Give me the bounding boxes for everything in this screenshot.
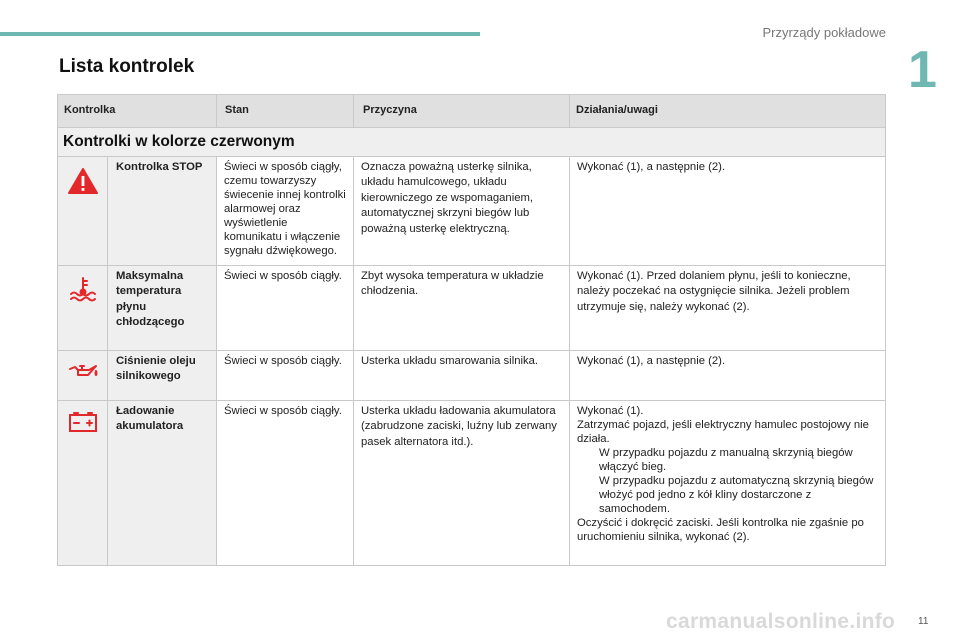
- light-cause: Usterka układu ładowania akumulatora (zabrudzone zaciski, luźny lub zerwany pasek alternatora itd.).: [354, 401, 570, 566]
- table-row: [58, 351, 886, 401]
- light-state: Świeci w sposób ciągły.: [217, 351, 354, 401]
- header-kontrolka: Kontrolka: [58, 95, 217, 128]
- light-action: Wykonać (1), a następnie (2).: [570, 351, 886, 401]
- bullet-mark: [577, 474, 599, 516]
- header-stan: Stan: [217, 95, 354, 128]
- light-action: Wykonać (1). Przed dolaniem płynu, jeśli to konieczne, należy poczekać na ostygnięcie silnika. Jeżeli problem utrzymuje się, należy wykonać (2).: [570, 266, 886, 351]
- light-state: Świeci w sposób ciągły.: [217, 266, 354, 351]
- table-row: [58, 157, 886, 266]
- light-state: Świeci w sposób ciągły.: [217, 401, 354, 566]
- header-accent-bar: [0, 32, 480, 36]
- bullet-text: W przypadku pojazdu z manualną skrzynią biegów włączyć bieg.: [599, 447, 853, 473]
- light-cause: Oznacza poważną usterkę silnika, układu hamulcowego, układu kierowniczego ze wspomaganiem, automatycznej skrzyni biegów lub poważną usterkę elektryczną.: [354, 157, 570, 266]
- light-state: Świeci w sposób ciągły, czemu towarzyszy świecenie innej kontrolki alarmowej oraz wyświetlenie komunikatu i włączenie sygnału dźwiękowego.: [217, 157, 354, 266]
- section-heading: Kontrolki w kolorze czerwonym: [58, 128, 886, 157]
- light-action: [570, 401, 886, 566]
- page-number: 11: [918, 616, 929, 627]
- section-heading-row: [58, 128, 886, 157]
- light-name: Ciśnienie oleju silnikowego: [108, 351, 217, 401]
- light-name: Kontrolka STOP: [108, 157, 217, 266]
- section-title: Przyrządy pokładowe: [762, 25, 886, 40]
- light-cause: Usterka układu smarowania silnika.: [354, 351, 570, 401]
- action-bullet: [577, 446, 879, 474]
- light-name: Ładowanie akumulatora: [108, 401, 217, 566]
- table-header-row: [58, 95, 886, 128]
- light-action: Wykonać (1), a następnie (2).: [570, 157, 886, 266]
- page-title: Lista kontrolek: [59, 56, 195, 77]
- action-line: Zatrzymać pojazd, jeśli elektryczny hamulec postojowy nie działa.: [577, 419, 869, 445]
- bullet-mark: [577, 446, 599, 474]
- header-dzialania: Działania/uwagi: [570, 95, 886, 128]
- table-row: [58, 401, 886, 566]
- action-bullet: [577, 474, 879, 516]
- light-name: Maksymalna temperatura płynu chłodzącego: [108, 266, 217, 351]
- header-przyczyna: Przyczyna: [354, 95, 570, 128]
- battery-icon: [58, 401, 108, 566]
- warning-lights-table: [57, 94, 886, 566]
- chapter-number: 1: [908, 41, 937, 99]
- table-row: [58, 266, 886, 351]
- bullet-text: W przypadku pojazdu z automatyczną skrzynią biegów włożyć pod jedno z kół kliny dostarczone z samochodem.: [599, 475, 874, 515]
- watermark: carmanualsonline.info: [666, 610, 896, 633]
- light-cause: Zbyt wysoka temperatura w układzie chłodzenia.: [354, 266, 570, 351]
- oil-pressure-icon: [58, 351, 108, 401]
- action-intro: Wykonać (1).: [577, 405, 644, 417]
- warning-triangle-icon: [58, 157, 108, 266]
- action-outro: Oczyścić i dokręcić zaciski. Jeśli kontrolka nie zgaśnie po uruchomieniu silnika, wykonać (2).: [577, 517, 864, 543]
- coolant-temperature-icon: [58, 266, 108, 351]
